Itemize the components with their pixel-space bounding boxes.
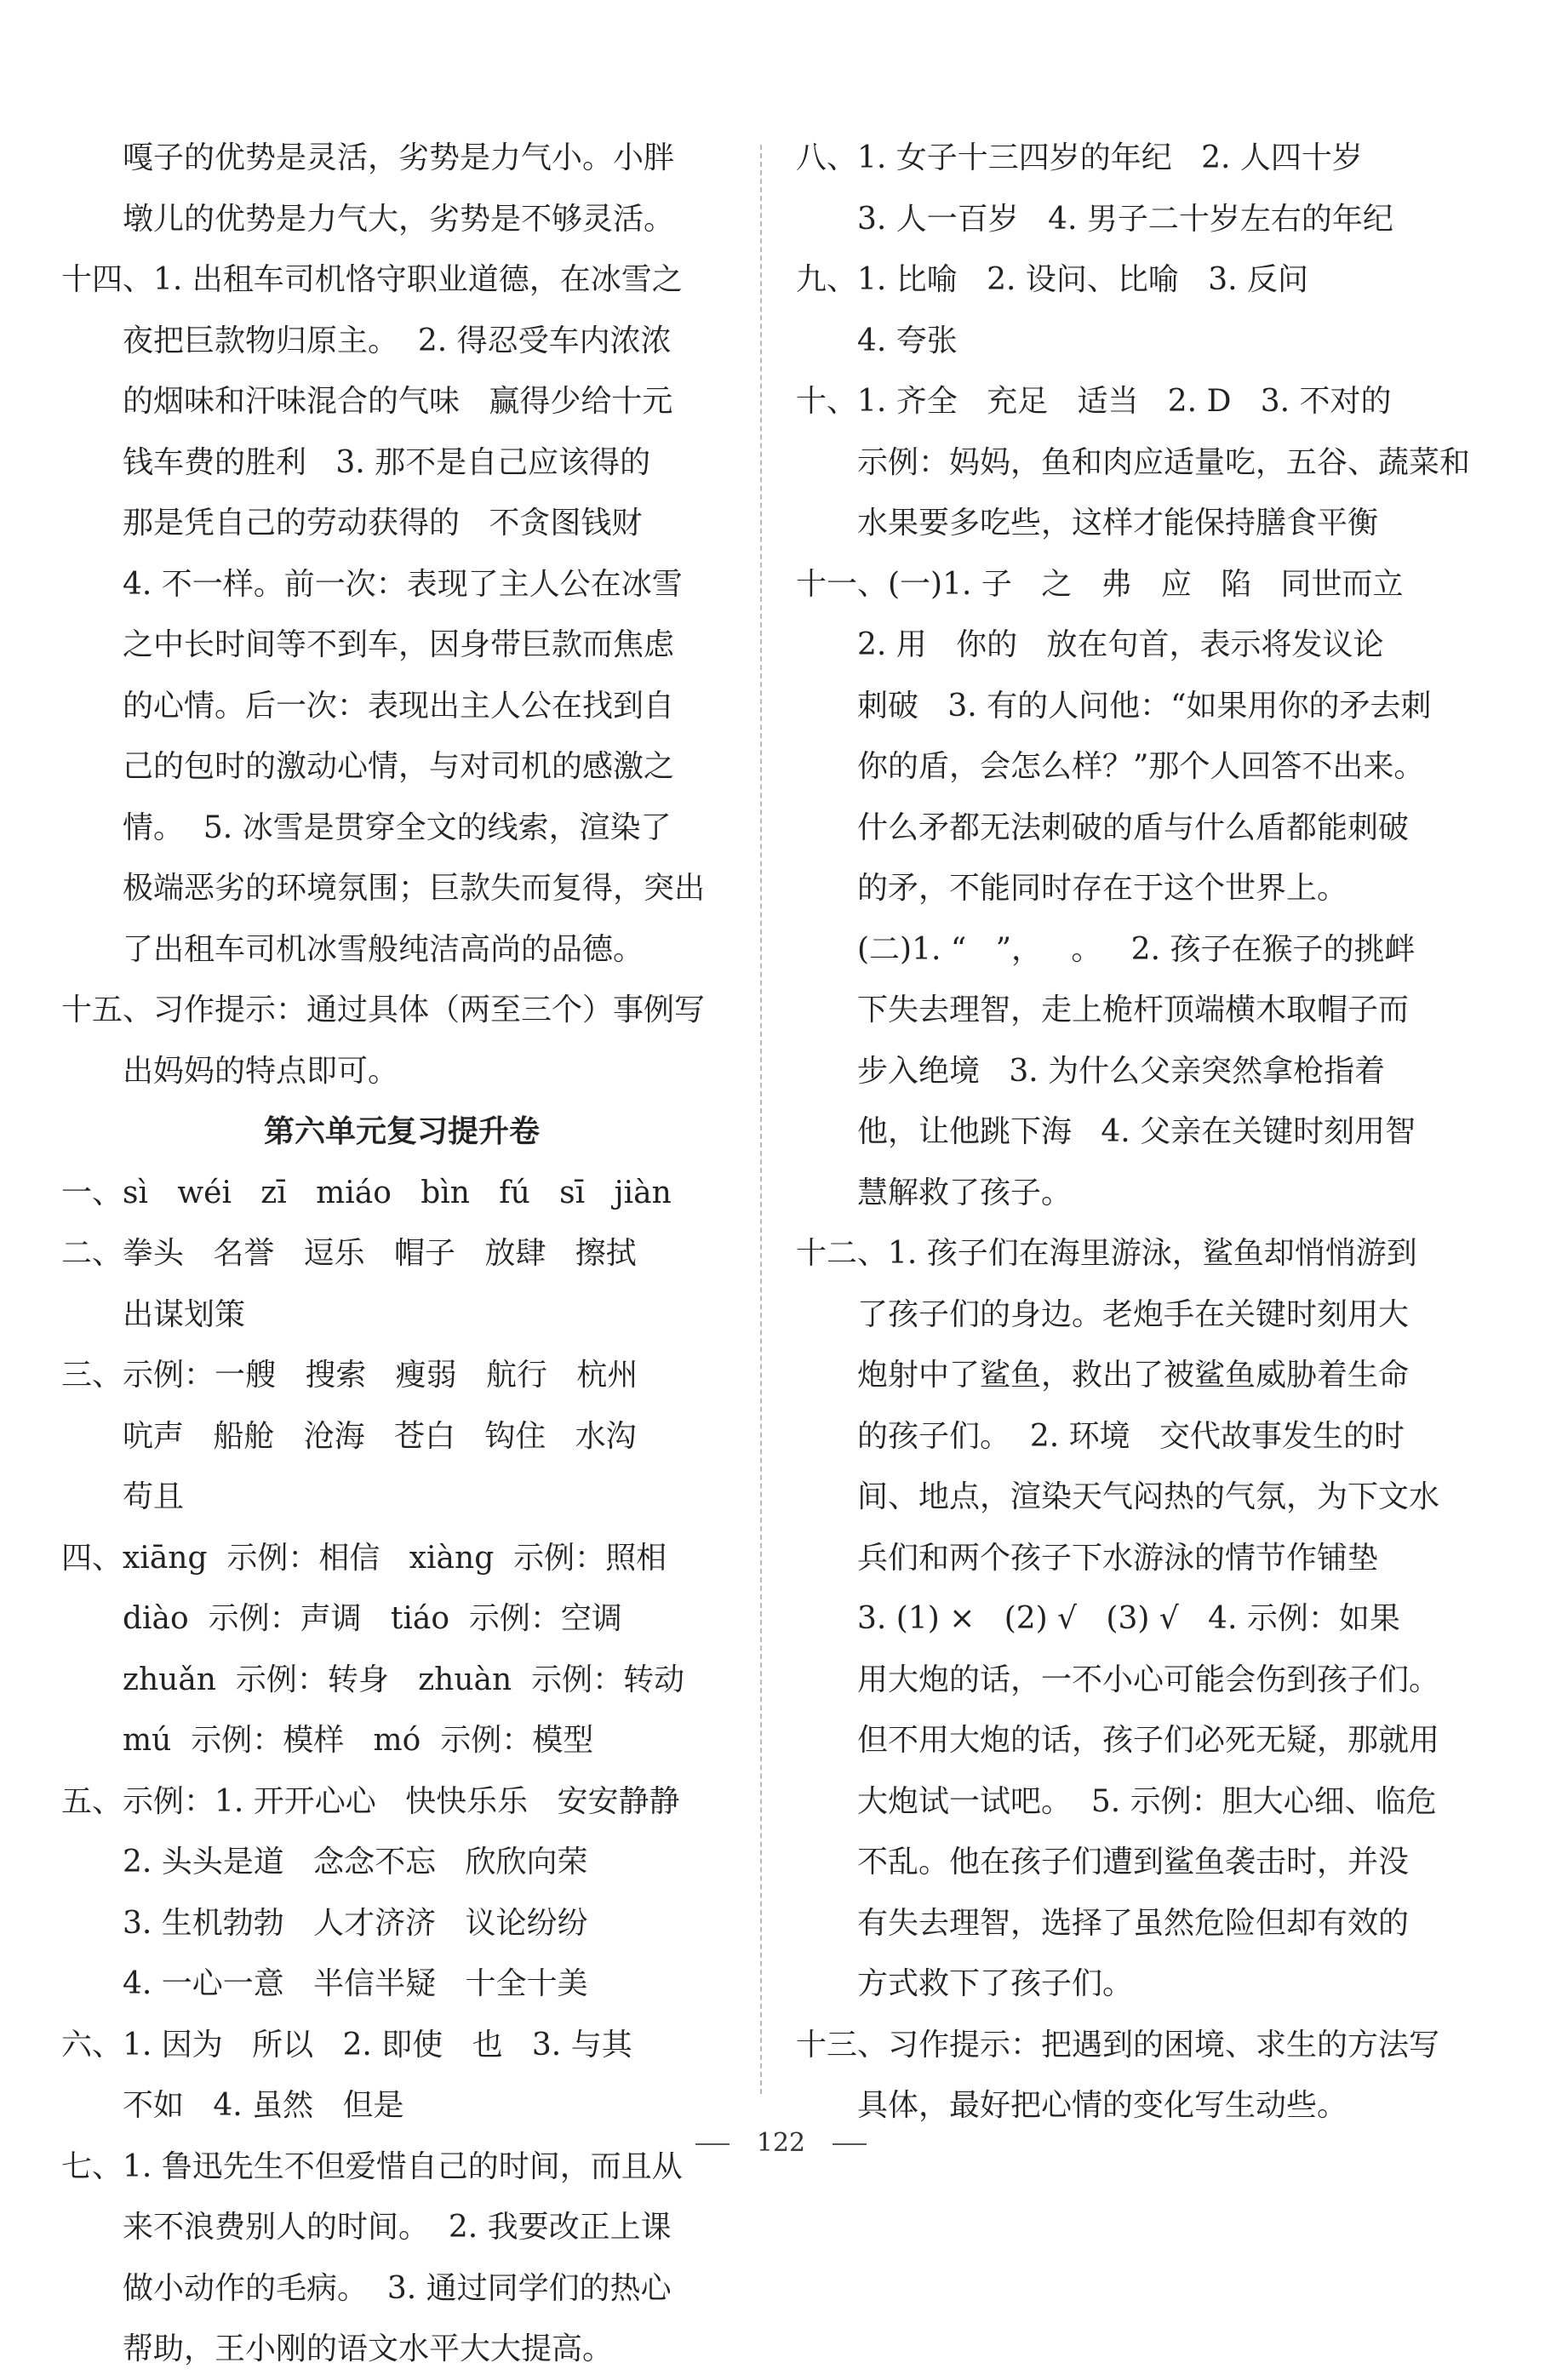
- answer-line: 十、1. 齐全 充足 适当 2. D 3. 不对的: [796, 384, 1392, 419]
- answer-line: 三、示例：一艘 搜索 瘦弱 航行 杭州: [61, 1358, 638, 1393]
- answer-line: 3. (1) × (2) √ (3) √ 4. 示例：如果: [857, 1601, 1400, 1636]
- answer-line: 做小动作的毛病。 3. 通过同学们的热心: [123, 2270, 672, 2306]
- left-column: [61, 128, 742, 2380]
- answer-line: 什么矛都无法刺破的盾与什么盾都能刺破: [857, 810, 1410, 845]
- answer-line: 不如 4. 虽然 但是: [123, 2088, 404, 2123]
- answer-line: 刺破 3. 有的人问他：“如果用你的矛去刺: [857, 688, 1432, 724]
- answer-line: 九、1. 比喻 2. 设问、比喻 3. 反问: [796, 262, 1309, 297]
- answer-line: 嘎子的优势是灵活，劣势是力气小。小胖: [123, 140, 675, 175]
- answer-line: 极端恶劣的环境氛围；巨款失而复得，突出: [123, 871, 706, 906]
- answer-line: 吭声 船舱 沧海 苍白 钩住 水沟: [123, 1418, 637, 1454]
- answer-line: 兵们和两个孩子下水游泳的情节作铺垫: [857, 1540, 1379, 1576]
- answer-line: 帮助，王小刚的语文水平大大提高。: [123, 2331, 614, 2366]
- answer-line: 情。 5. 冰雪是贯穿全文的线索，渲染了: [123, 810, 672, 845]
- answer-line: 七、1. 鲁迅先生不但爱惜自己的时间，而且从: [61, 2148, 683, 2184]
- page-number: 122: [756, 2128, 806, 2158]
- answer-line: 3. 生机勃勃 人才济济 议论纷纷: [123, 1905, 588, 1941]
- answer-line: 用大炮的话，一不小心可能会伤到孩子们。: [857, 1662, 1440, 1697]
- answer-line: 下失去理智，走上桅杆顶端横木取帽子而: [857, 993, 1410, 1027]
- answer-line: 2. 用 你的 放在句首，表示将发议论: [857, 627, 1384, 662]
- answer-line: 苟且: [123, 1479, 185, 1514]
- answer-line: 但不用大炮的话，孩子们必死无疑，那就用: [857, 1723, 1440, 1758]
- answer-line: 那是凭自己的劳动获得的 不贪图钱财: [123, 506, 643, 541]
- footer-dash-right: [832, 2143, 867, 2145]
- answer-line: 间、地点，渲染天气闷热的气氛，为下文水: [857, 1479, 1440, 1514]
- answer-line: 夜把巨款物归原主。 2. 得忍受车内浓浓: [123, 323, 672, 358]
- answer-line: 的孩子们。 2. 环境 交代故事发生的时: [857, 1418, 1405, 1454]
- page-footer: [0, 2128, 1562, 2158]
- answer-line: 十一、(一)1. 子 之 弗 应 陷 同世而立: [796, 566, 1404, 602]
- answer-line: (二)1. “ ”， 。 2. 孩子在猴子的挑衅: [857, 931, 1416, 967]
- answer-line: 出谋划策: [123, 1296, 246, 1332]
- answer-line: 慧解救了孩子。: [857, 1175, 1073, 1210]
- answer-line: 十三、习作提示：把遇到的困境、求生的方法写: [796, 2027, 1440, 2062]
- answer-line: 己的包时的激动心情，与对司机的感激之: [123, 749, 675, 784]
- answer-line: 钱车费的胜利 3. 那不是自己应该得的: [123, 444, 651, 480]
- answer-line: 4. 夸张: [857, 323, 958, 358]
- answer-line: 十二、1. 孩子们在海里游泳，鲨鱼却悄悄游到: [796, 1236, 1417, 1271]
- answer-line: zhuǎn 示例：转身 zhuàn 示例：转动: [123, 1662, 685, 1697]
- answer-line: 墩儿的优势是力气大，劣势是不够灵活。: [123, 201, 675, 237]
- footer-dash-left: [695, 2143, 730, 2145]
- answer-line: 一、sì wéi zī miáo bìn fú sī jiàn: [61, 1175, 672, 1210]
- answer-line: 4. 一心一意 半信半疑 十全十美: [123, 1966, 588, 2001]
- answer-line: 具体，最好把心情的变化写生动些。: [857, 2088, 1348, 2123]
- answer-line: mú 示例：模样 mó 示例：模型: [123, 1723, 594, 1758]
- answer-line: 十四、1. 出租车司机恪守职业道德，在冰雪之: [61, 262, 683, 297]
- answer-line: 五、示例：1. 开开心心 快快乐乐 安安静静: [61, 1783, 680, 1819]
- answer-line: 有失去理智，选择了虽然危险但却有效的: [857, 1905, 1410, 1941]
- answer-line: 六、1. 因为 所以 2. 即使 也 3. 与其: [61, 2027, 632, 2062]
- answer-line: 示例：妈妈，鱼和肉应适量吃，五谷、蔬菜和: [857, 444, 1471, 480]
- answer-line: 的心情。后一次：表现出主人公在找到自: [123, 688, 675, 724]
- answer-line: 了出租车司机冰雪般纯洁高尚的品德。: [123, 931, 644, 967]
- answer-line: 的烟味和汗味混合的气味 赢得少给十元: [123, 384, 673, 419]
- answer-line: 3. 人一百岁 4. 男子二十岁左右的年纪: [857, 201, 1393, 237]
- answer-line: 出妈妈的特点即可。: [123, 1053, 399, 1089]
- answer-line: 炮射中了鲨鱼，救出了被鲨鱼威胁着生命: [857, 1358, 1410, 1393]
- answer-line: 2. 头头是道 念念不忘 欣欣向荣: [123, 1845, 588, 1879]
- answer-line: 十五、习作提示：通过具体（两至三个）事例写: [61, 993, 706, 1027]
- answer-line: 不乱。他在孩子们遭到鲨鱼袭击时，并没: [857, 1845, 1410, 1879]
- answer-line: diào 示例：声调 tiáo 示例：空调: [123, 1601, 622, 1636]
- answer-line: 来不浪费别人的时间。 2. 我要改正上课: [123, 2210, 672, 2245]
- answer-line: 的矛，不能同时存在于这个世界上。: [857, 871, 1348, 906]
- answer-line: 二、拳头 名誉 逗乐 帽子 放肆 擦拭: [61, 1236, 637, 1271]
- column-divider: [760, 145, 762, 2094]
- answer-line: 你的盾，会怎么样？”那个人回答不出来。: [857, 749, 1425, 784]
- answer-line: 之中长时间等不到车，因身带巨款而焦虑: [123, 627, 675, 662]
- answer-line: 他，让他跳下海 4. 父亲在关键时刻用智: [857, 1114, 1416, 1149]
- answer-line: 大炮试一试吧。 5. 示例：胆大心细、临危: [857, 1783, 1437, 1819]
- answer-line: 水果要多吃些，这样才能保持膳食平衡: [857, 506, 1379, 541]
- answer-line: 步入绝境 3. 为什么父亲突然拿枪指着: [857, 1053, 1386, 1089]
- answer-line: 了孩子们的身边。老炮手在关键时刻用大: [857, 1296, 1410, 1332]
- answer-line: 4. 不一样。前一次：表现了主人公在冰雪: [123, 566, 683, 602]
- answer-line: 四、xiāng 示例：相信 xiàng 示例：照相: [61, 1540, 667, 1576]
- answer-line: 方式救下了孩子们。: [857, 1966, 1134, 2001]
- answer-line: 八、1. 女子十三四岁的年纪 2. 人四十岁: [796, 140, 1363, 175]
- right-column: [796, 128, 1477, 2137]
- section-title: 第六单元复习提升卷: [263, 1113, 540, 1149]
